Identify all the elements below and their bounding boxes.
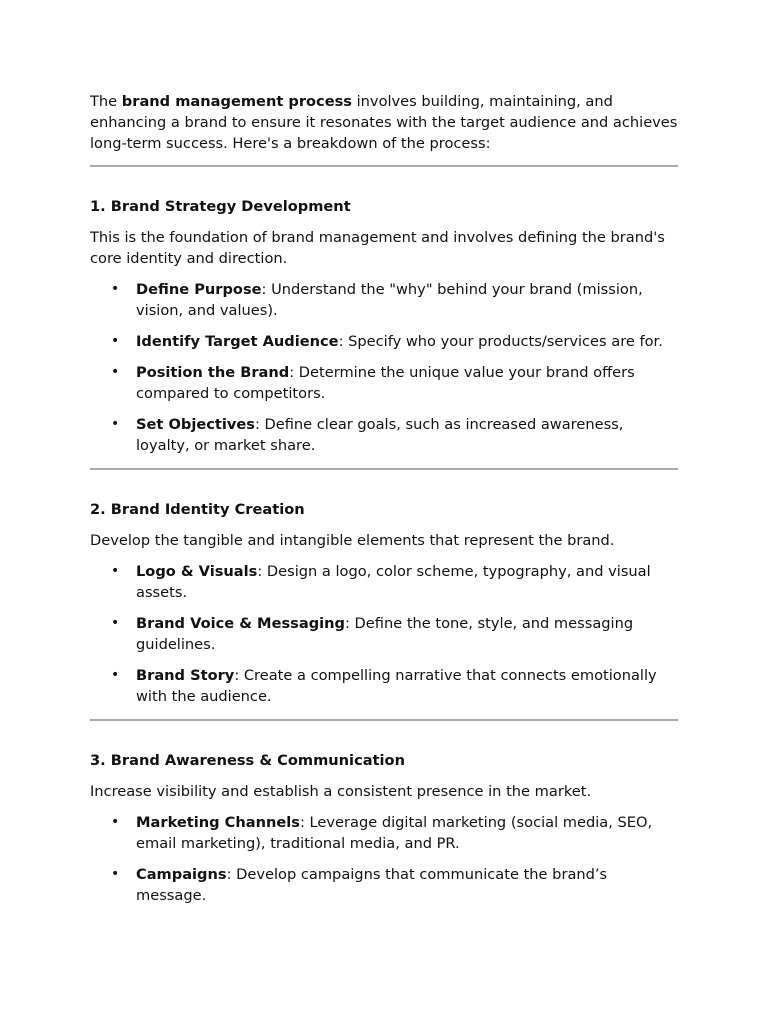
list-item-text: : Specify who your products/services are for. (338, 333, 663, 350)
section-brand-identity (90, 499, 678, 707)
section-description: Increase visibility and establish a consistent presence in the market. (90, 783, 592, 800)
section-heading: 1. Brand Strategy Development (90, 198, 351, 215)
list-item-term: Position the Brand (136, 364, 290, 381)
divider (90, 165, 678, 167)
section-brand-strategy (90, 196, 678, 456)
bullet-icon: • (111, 333, 120, 349)
bullet-icon: • (111, 814, 120, 830)
section-heading: 3. Brand Awareness & Communication (90, 752, 405, 769)
intro-text-post: involves building, maintaining, and enhancing a brand to ensure it resonates with the target audience and achieves long-term success. Here's a breakdown of the process: (90, 93, 678, 152)
bullet-icon: • (111, 866, 120, 882)
list-item-term: Brand Voice & Messaging (136, 615, 345, 632)
section-description: This is the foundation of brand management and involves defining the brand's core identity and direction. (90, 229, 665, 267)
section-description: Develop the tangible and intangible elements that represent the brand. (90, 532, 615, 549)
intro-text-pre: The (90, 93, 122, 110)
document-page (90, 91, 678, 918)
list-item-text: : Understand the "why" behind your brand (mission, vision, and values). (136, 281, 643, 319)
list-item (111, 613, 678, 655)
list-item-text: : Create a compelling narrative that connects emotionally with the audience. (136, 667, 657, 705)
bullet-icon: • (111, 281, 120, 297)
divider (90, 468, 678, 470)
list-item-text: : Determine the unique value your brand offers compared to competitors. (136, 364, 635, 402)
section-heading: 2. Brand Identity Creation (90, 501, 305, 518)
list-item-text: : Develop campaigns that communicate the brand’s message. (136, 866, 608, 904)
list-item-term: Marketing Channels (136, 814, 300, 831)
bullet-icon: • (111, 563, 120, 579)
list-item (111, 812, 678, 854)
bullet-icon: • (111, 615, 120, 631)
bullet-icon: • (111, 667, 120, 683)
list-item-term: Identify Target Audience (136, 333, 339, 350)
list-item-term: Campaigns (136, 866, 227, 883)
bullet-list (90, 561, 678, 707)
bullet-list (90, 812, 678, 906)
list-item-text: : Leverage digital marketing (social media, SEO, email marketing), traditional media, and PR. (136, 814, 653, 852)
list-item (111, 362, 678, 404)
divider (90, 719, 678, 721)
intro-text-bold: brand management process (121, 93, 352, 110)
list-item-text: : Define clear goals, such as increased awareness, loyalty, or market share. (136, 416, 624, 454)
intro-paragraph (90, 91, 678, 154)
bullet-icon: • (111, 364, 120, 380)
bullet-icon: • (111, 416, 120, 432)
list-item-text: : Define the tone, style, and messaging guidelines. (136, 615, 634, 653)
list-item (111, 561, 678, 603)
list-item-term: Set Objectives (136, 416, 255, 433)
list-item-text: : Design a logo, color scheme, typography, and visual assets. (136, 563, 651, 601)
list-item-term: Brand Story (136, 667, 235, 684)
list-item (111, 331, 678, 352)
list-item (111, 864, 678, 906)
bullet-list (90, 279, 678, 456)
list-item (111, 279, 678, 321)
section-brand-awareness (90, 750, 678, 906)
list-item-term: Logo & Visuals (136, 563, 258, 580)
list-item (111, 665, 678, 707)
list-item (111, 414, 678, 456)
list-item-term: Define Purpose (136, 281, 262, 298)
